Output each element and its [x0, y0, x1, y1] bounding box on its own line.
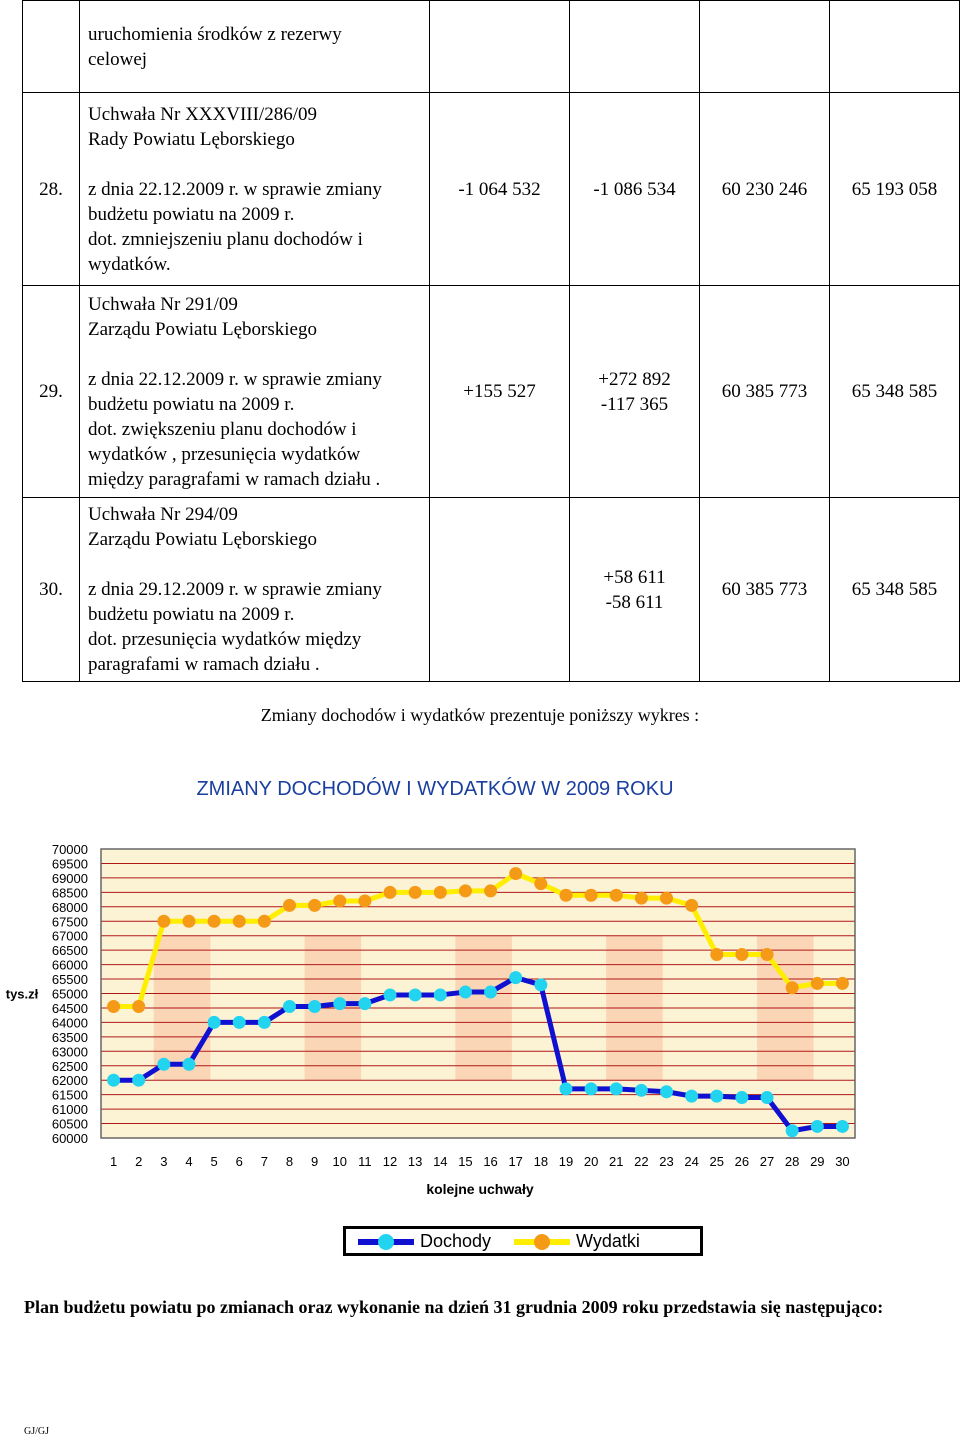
y-tick-label: 65500 — [51, 972, 88, 988]
description-line: Uchwała Nr 294/09 — [88, 504, 238, 525]
x-tick-label: 5 — [210, 1154, 218, 1169]
amount-value: 60 385 773 — [721, 579, 808, 600]
y-tick-label: 64500 — [51, 1000, 88, 1016]
description-line: Rady Powiatu Lęborskiego — [88, 128, 295, 150]
description-line: budżetu powiatu na 2009 r. — [88, 203, 295, 225]
x-tick-label: 2 — [135, 1154, 143, 1169]
chart-intro: Zmiany dochodów i wydatków prezentuje poniższy wykres : — [260, 705, 700, 725]
y-tick-label: 66500 — [51, 943, 88, 959]
x-tick-label: 13 — [407, 1154, 423, 1169]
x-axis-label: kolejne uchwały — [426, 1181, 534, 1197]
x-tick-label: 6 — [235, 1154, 243, 1169]
amount-value: -117 365 — [600, 393, 669, 415]
data-point-wydatki — [107, 1000, 120, 1013]
description-line: z dnia 29.12.2009 r. w sprawie zmiany — [88, 579, 382, 600]
y-tick-label: 63500 — [51, 1029, 88, 1045]
data-point-dochody — [585, 1082, 598, 1095]
row-number: 29. — [23, 286, 80, 498]
x-tick-label: 15 — [458, 1154, 473, 1169]
data-point-dochody — [208, 1016, 221, 1029]
y-tick-label: 61500 — [51, 1087, 88, 1103]
resolutions-table — [22, 0, 960, 682]
data-point-dochody — [635, 1084, 648, 1097]
table-row — [23, 1, 960, 93]
data-point-dochody — [559, 1082, 572, 1095]
data-point-dochody — [786, 1124, 799, 1137]
data-point-dochody — [434, 988, 447, 1001]
data-point-wydatki — [233, 915, 246, 928]
amount-v2 — [570, 286, 700, 498]
description-line: budżetu powiatu na 2009 r. — [88, 393, 295, 415]
x-tick-label: 1 — [109, 1154, 118, 1169]
amount-v1 — [430, 93, 570, 286]
row-number: 28. — [23, 93, 80, 286]
y-tick-label: 69500 — [51, 856, 88, 872]
x-tick-label: 17 — [508, 1154, 523, 1169]
closing-paragraph: Plan budżetu powiatu po zmianach oraz wykonanie na dzień 31 grudnia 2009 roku przedstawia się następująco: — [24, 1297, 884, 1317]
x-tick-label: 21 — [608, 1154, 624, 1169]
data-point-wydatki — [559, 889, 572, 902]
y-tick-label: 70000 — [51, 842, 88, 857]
data-point-dochody — [735, 1091, 748, 1104]
amount-v2 — [570, 498, 700, 682]
x-tick-label: 28 — [784, 1154, 800, 1169]
x-tick-label: 12 — [382, 1154, 398, 1169]
amount-v2 — [570, 93, 700, 286]
data-point-wydatki — [811, 977, 824, 990]
legend-dochody-label: Dochody — [420, 1231, 492, 1251]
description-line: Uchwała Nr 291/09 — [88, 293, 238, 315]
x-tick-label: 9 — [311, 1154, 319, 1169]
data-point-wydatki — [660, 892, 673, 905]
data-point-wydatki — [484, 884, 497, 897]
description-line — [88, 552, 423, 577]
data-point-dochody — [157, 1058, 170, 1071]
x-tick-label: 8 — [285, 1154, 294, 1169]
x-tick-label: 14 — [433, 1154, 448, 1169]
legend-dochody-marker — [358, 1233, 414, 1251]
x-tick-label: 4 — [185, 1154, 193, 1169]
amount-value: +155 527 — [463, 381, 536, 402]
legend-item-dochody — [358, 1231, 491, 1252]
amount-v3 — [700, 1, 830, 93]
data-point-wydatki — [308, 899, 321, 912]
x-tick-label: 18 — [533, 1154, 549, 1169]
amount-v3 — [700, 93, 830, 286]
description-line: celowej — [88, 48, 148, 70]
y-tick-label: 68000 — [51, 899, 88, 915]
data-point-wydatki — [585, 889, 598, 902]
data-point-dochody — [182, 1058, 195, 1071]
amount-value: -58 611 — [605, 591, 664, 613]
x-tick-label: 24 — [684, 1154, 699, 1169]
data-point-dochody — [484, 986, 497, 999]
page-footer: GJ/GJ — [24, 1426, 50, 1437]
data-point-wydatki — [409, 886, 422, 899]
data-point-dochody — [811, 1120, 824, 1133]
data-point-wydatki — [157, 915, 170, 928]
resolution-description — [80, 1, 430, 93]
description-line: budżetu powiatu na 2009 r. — [88, 604, 295, 625]
x-tick-label: 11 — [358, 1154, 372, 1169]
resolution-description — [80, 93, 430, 286]
data-point-dochody — [233, 1016, 246, 1029]
y-axis-label: tys.zł — [5, 986, 39, 1002]
amount-value: 65 348 585 — [851, 579, 938, 600]
amount-v2 — [570, 1, 700, 93]
legend-item-wydatki — [514, 1231, 640, 1252]
data-point-dochody — [685, 1090, 698, 1103]
x-tick-label: 29 — [810, 1154, 825, 1169]
description-line: uruchomienia środków z rezerwy — [88, 23, 342, 45]
data-point-wydatki — [836, 977, 849, 990]
changes-chart — [0, 830, 960, 1210]
amount-v4 — [830, 498, 960, 682]
data-point-dochody — [409, 988, 422, 1001]
data-point-wydatki — [735, 948, 748, 961]
description-line: wydatków , przesunięcia wydatków — [88, 443, 361, 465]
y-tick-label: 60000 — [51, 1131, 88, 1146]
description-line: dot. przesunięcia wydatków między — [88, 629, 362, 650]
x-tick-label: 25 — [709, 1154, 725, 1169]
data-point-wydatki — [132, 1000, 145, 1013]
table-row — [23, 498, 960, 682]
data-point-wydatki — [534, 877, 547, 890]
amount-value: -1 064 532 — [458, 178, 541, 200]
y-tick-label: 65000 — [51, 986, 88, 1002]
x-tick-label: 19 — [558, 1154, 574, 1169]
amount-v1 — [430, 1, 570, 93]
data-point-wydatki — [434, 886, 447, 899]
data-point-wydatki — [182, 915, 195, 928]
chart-legend — [343, 1226, 703, 1256]
y-tick-label: 64000 — [51, 1015, 88, 1031]
data-point-dochody — [258, 1016, 271, 1029]
y-tick-label: 62000 — [51, 1073, 88, 1089]
y-tick-label: 68500 — [51, 885, 88, 901]
data-point-dochody — [132, 1074, 145, 1087]
data-point-wydatki — [384, 886, 397, 899]
amount-value: 60 230 246 — [721, 178, 808, 200]
description-line: Uchwała Nr XXXVIII/286/09 — [88, 103, 317, 125]
row-number — [23, 1, 80, 93]
data-point-dochody — [107, 1074, 120, 1087]
amount-value: +58 611 — [603, 566, 666, 588]
x-tick-label: 27 — [759, 1154, 775, 1169]
data-point-wydatki — [710, 948, 723, 961]
amount-v3 — [700, 286, 830, 498]
chart-title: ZMIANY DOCHODÓW I WYDATKÓW W 2009 ROKU — [196, 778, 674, 800]
x-tick-label: 16 — [483, 1154, 498, 1169]
data-point-dochody — [534, 978, 547, 991]
row-number: 30. — [23, 498, 80, 682]
description-line — [88, 152, 423, 177]
resolution-description — [80, 286, 430, 498]
amount-value: +272 892 — [598, 368, 671, 390]
y-tick-label: 67000 — [51, 928, 88, 944]
data-point-dochody — [283, 1000, 296, 1013]
data-point-wydatki — [685, 899, 698, 912]
description-line: dot. zmniejszeniu planu dochodów i — [88, 228, 363, 250]
data-point-wydatki — [459, 884, 472, 897]
data-point-dochody — [308, 1000, 321, 1013]
y-tick-label: 63000 — [51, 1044, 88, 1060]
data-point-dochody — [660, 1085, 673, 1098]
legend-wydatki-label: Wydatki — [576, 1231, 640, 1251]
data-point-dochody — [384, 988, 397, 1001]
y-tick-label: 67500 — [51, 914, 88, 930]
description-line: Zarządu Powiatu Lęborskiego — [88, 529, 317, 550]
description-line: dot. zwiększeniu planu dochodów i — [88, 418, 357, 440]
table-row — [23, 286, 960, 498]
data-point-wydatki — [635, 892, 648, 905]
amount-v1 — [430, 286, 570, 498]
description-line — [88, 342, 423, 367]
data-point-wydatki — [283, 899, 296, 912]
amount-value: 65 348 585 — [851, 381, 938, 402]
data-point-dochody — [836, 1120, 849, 1133]
y-tick-label: 69000 — [51, 870, 88, 886]
description-line: między paragrafami w ramach działu . — [88, 468, 381, 490]
description-line: wydatków. — [88, 253, 171, 275]
data-point-wydatki — [333, 895, 346, 908]
amount-v4 — [830, 286, 960, 498]
amount-value: 60 385 773 — [721, 381, 808, 402]
amount-v4 — [830, 93, 960, 286]
description-line: Zarządu Powiatu Lęborskiego — [88, 318, 317, 340]
x-tick-label: 7 — [260, 1154, 268, 1169]
data-point-wydatki — [761, 948, 774, 961]
data-point-wydatki — [258, 915, 271, 928]
description-line: z dnia 22.12.2009 r. w sprawie zmiany — [88, 368, 382, 390]
data-point-wydatki — [208, 915, 221, 928]
amount-v3 — [700, 498, 830, 682]
data-point-wydatki — [610, 889, 623, 902]
data-point-wydatki — [509, 867, 522, 880]
y-tick-label: 62500 — [51, 1058, 88, 1074]
description-line: z dnia 22.12.2009 r. w sprawie zmiany — [88, 178, 382, 200]
x-tick-label: 22 — [634, 1154, 649, 1169]
data-point-dochody — [761, 1091, 774, 1104]
x-tick-label: 23 — [659, 1154, 674, 1169]
legend-wydatki-marker — [514, 1233, 570, 1251]
data-point-wydatki — [786, 981, 799, 994]
amount-v1 — [430, 498, 570, 682]
data-point-dochody — [358, 997, 371, 1010]
data-point-dochody — [710, 1090, 723, 1103]
y-tick-label: 66000 — [51, 957, 88, 973]
x-tick-label: 3 — [160, 1154, 168, 1169]
table-row — [23, 93, 960, 286]
amount-value: -1 086 534 — [593, 178, 676, 200]
data-point-wydatki — [358, 895, 371, 908]
x-tick-label: 26 — [734, 1154, 750, 1169]
data-point-dochody — [610, 1082, 623, 1095]
data-point-dochody — [333, 997, 346, 1010]
x-tick-label: 30 — [835, 1154, 850, 1169]
amount-v4 — [830, 1, 960, 93]
x-tick-label: 20 — [583, 1154, 599, 1169]
amount-value: 65 193 058 — [851, 178, 938, 200]
description-line: paragrafami w ramach działu . — [88, 654, 320, 675]
y-tick-label: 61000 — [51, 1102, 88, 1118]
y-tick-label: 60500 — [51, 1116, 88, 1132]
data-point-dochody — [459, 986, 472, 999]
resolution-description — [80, 498, 430, 682]
data-point-dochody — [509, 971, 522, 984]
x-tick-label: 10 — [332, 1154, 348, 1169]
